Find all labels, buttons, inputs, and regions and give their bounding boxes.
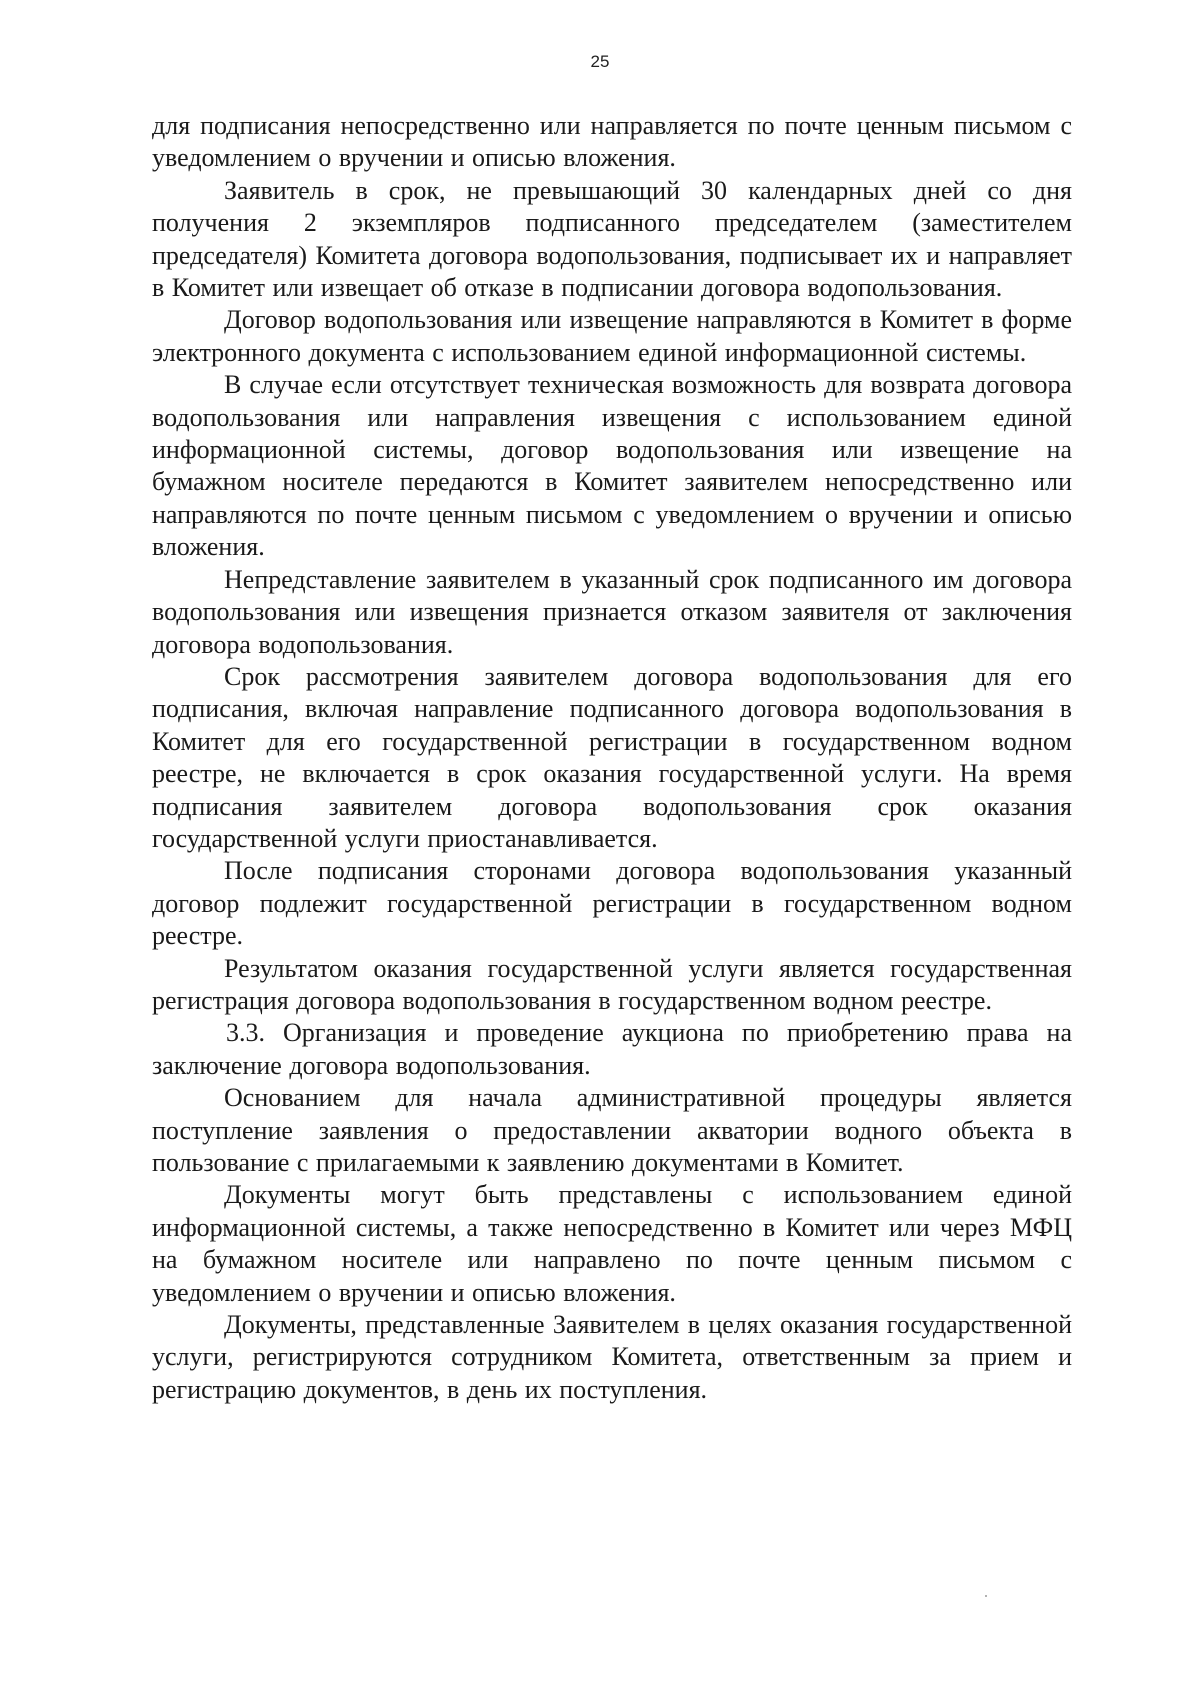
scan-speck	[985, 1595, 987, 1597]
document-body	[152, 110, 1072, 1406]
paragraph-basis: Основанием для начала административной процедуры является поступление заявления о предоставлении акватории водного объекта в пользование с прилагаемыми к заявлению документами в Комитет.	[152, 1083, 1072, 1177]
paragraph-continuation: для подписания непосредственно или направляется по почте ценным письмом с уведомлением о вручении и описью вложения.	[152, 111, 1072, 173]
paragraph-applicant-term: Заявитель в срок, не превышающий 30 календарных дней со дня получения 2 экземпляров подписанного председателем (заместителем председателя) Комитета договора водопользования, подписывает их и направляет в Комитет или извещает об отказе в подписании договора водопользования.	[152, 175, 1072, 303]
paragraph-paper-return: В случае если отсутствует техническая возможность для возврата договора водопользования или направления извещения с использованием единой информационной системы, договор водопользования или извещение на бумажном носителе передаются в Комитет заявителем непосредственно или направляются по почте ценным письмом с уведомлением о вручении и описью вложения.	[152, 370, 1072, 562]
paragraph-electronic-form: Договор водопользования или извещение направляются в Комитет в форме электронного документа с использованием единой информационной системы.	[152, 305, 1072, 367]
section-heading-3-3: 3.3. Организация и проведение аукциона по приобретению права на заключение договора водопользования.	[152, 1018, 1072, 1080]
paragraph-documents-submission: Документы могут быть представлены с использованием единой информационной системы, а также непосредственно в Комитет или через МФЦ на бумажном носителе или направлено по почте ценным письмом с уведомлением о вручении и описью вложения.	[152, 1180, 1072, 1307]
paragraph-documents-registration: Документы, представленные Заявителем в целях оказания государственной услуги, регистрируются сотрудником Комитета, ответственным за прием и регистрацию документов, в день их поступления.	[152, 1310, 1072, 1404]
paragraph-refusal: Непредставление заявителем в указанный срок подписанного им договора водопользования или извещения признается отказом заявителя от заключения договора водопользования.	[152, 564, 1072, 659]
paragraph-result: Результатом оказания государственной услуги является государственная регистрация договора водопользования в государственном водном реестре.	[152, 953, 1072, 1015]
page-number: 25	[590, 52, 610, 71]
paragraph-registration: После подписания сторонами договора водопользования указанный договор подлежит государственной регистрации в государственном водном реестре.	[152, 856, 1072, 951]
paragraph-review-term: Срок рассмотрения заявителем договора водопользования для его подписания, включая направление подписанного договора водопользования в Комитет для его государственной регистрации в государственном водном реестре, не включается в срок оказания государственной услуги. На время подписания заявителем договора водопользования срок оказания государственной услуги приостанавливается.	[152, 661, 1072, 853]
